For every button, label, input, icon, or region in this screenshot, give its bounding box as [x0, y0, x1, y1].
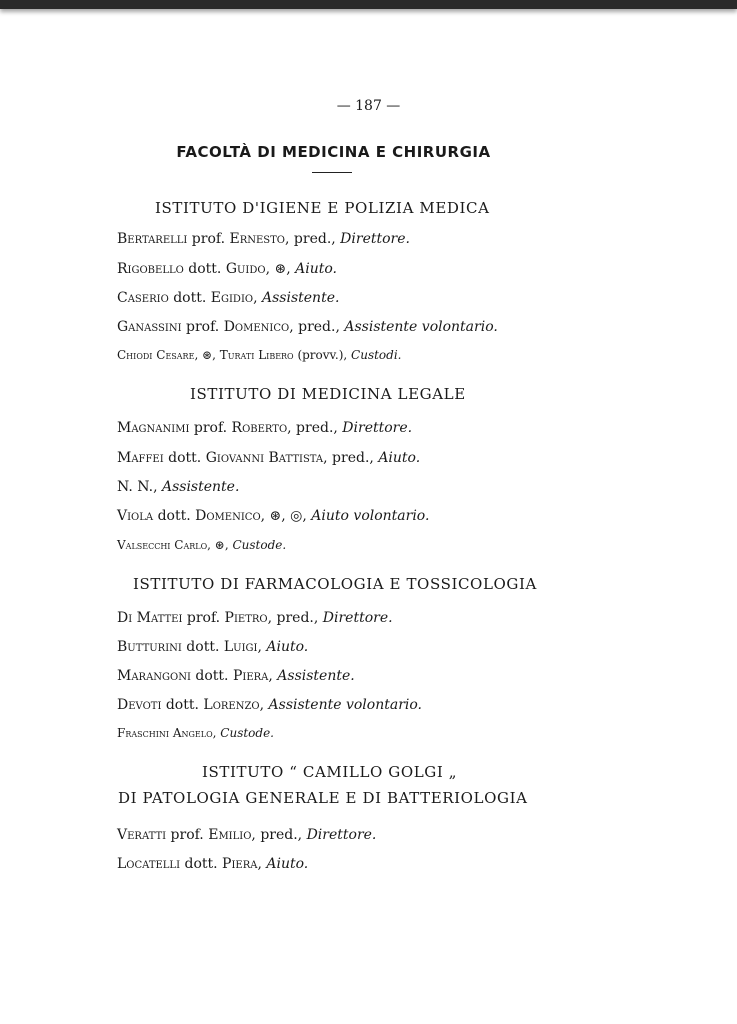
staff-entry: Maffei dott. Giovanni Battista, pred., Aiuto. — [117, 450, 421, 466]
staff-entry: Magnanimi prof. Roberto, pred., Direttore. — [117, 420, 413, 436]
page-top-edge — [0, 0, 737, 9]
staff-entry: Butturini dott. Luigi, Aiuto. — [117, 639, 309, 655]
staff-entry: Locatelli dott. Piera, Aiuto. — [117, 856, 309, 872]
institute-title: ISTITUTO D'IGIENE E POLIZIA MEDICA — [155, 199, 490, 217]
staff-entry: Viola dott. Domenico, ⊛, ◎, Aiuto volontario. — [117, 508, 430, 524]
staff-entry: Fraschini Angelo, Custode. — [117, 726, 274, 740]
staff-entry: Caserio dott. Egidio, Assistente. — [117, 290, 340, 306]
staff-entry: Chiodi Cesare, ⊛, Turati Libero (provv.), Custodi. — [117, 348, 402, 362]
institute-subtitle: DI PATOLOGIA GENERALE E DI BATTERIOLOGIA — [118, 789, 528, 807]
institute-title: ISTITUTO “ CAMILLO GOLGI „ — [202, 763, 458, 781]
institute-title: ISTITUTO DI MEDICINA LEGALE — [190, 385, 466, 403]
staff-entry: Di Mattei prof. Pietro, pred., Direttore. — [117, 610, 393, 626]
staff-entry: Marangoni dott. Piera, Assistente. — [117, 668, 355, 684]
institute-title: ISTITUTO DI FARMACOLOGIA E TOSSICOLOGIA — [133, 575, 537, 593]
staff-entry: Devoti dott. Lorenzo, Assistente volontario. — [117, 697, 422, 713]
staff-entry: Bertarelli prof. Ernesto, pred., Direttore. — [117, 231, 410, 247]
staff-entry: N. N., Assistente. — [117, 479, 240, 495]
staff-entry: Valsecchi Carlo, ⊛, Custode. — [117, 538, 287, 552]
staff-entry: Veratti prof. Emilio, pred., Direttore. — [117, 827, 377, 843]
staff-entry: Ganassini prof. Domenico, pred., Assistente volontario. — [117, 319, 498, 335]
title-rule — [312, 172, 352, 173]
staff-entry: Rigobello dott. Guido, ⊛, Aiuto. — [117, 261, 337, 277]
faculty-title: FACOLTÀ DI MEDICINA E CHIRURGIA — [176, 143, 491, 161]
page-number: — 187 — — [336, 98, 401, 114]
